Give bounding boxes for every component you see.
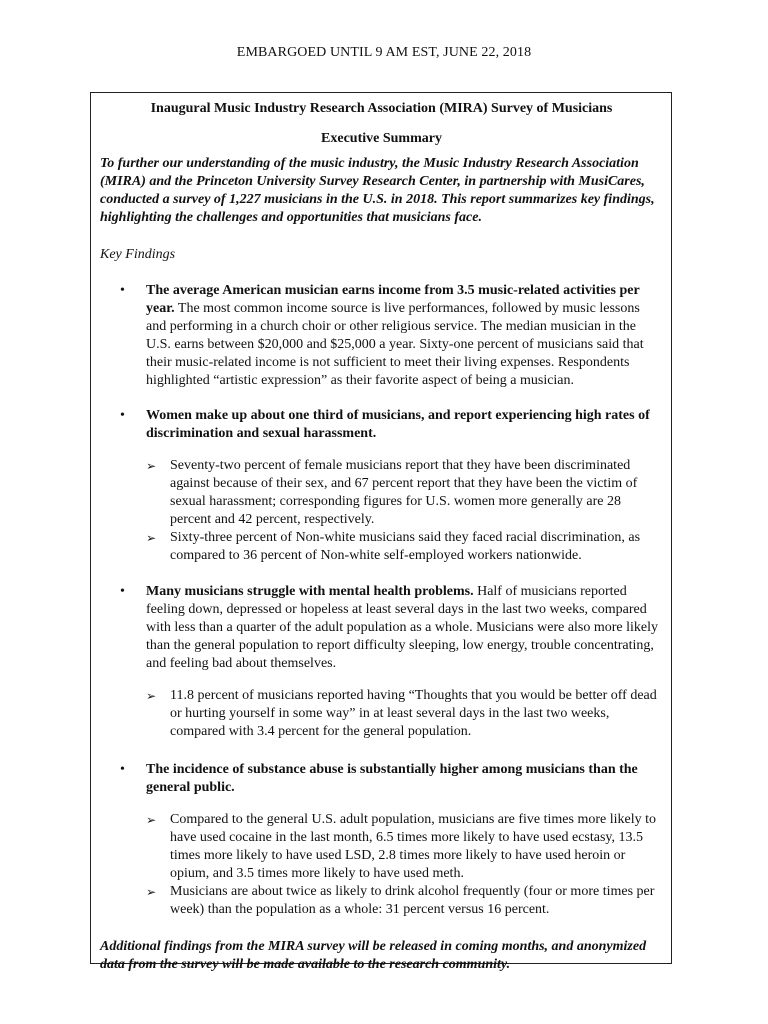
subpoint-item [100,687,663,741]
arrow-bullet-icon: ➢ [146,531,157,545]
subpoint-list [100,457,663,565]
bullet-icon: • [120,584,125,599]
subpoint-text: Sixty-three percent of Non-white musicians said they faced racial discrimination, as compared to 36 percent of Non-white self-employed workers nationwide. [170,530,641,563]
document-subtitle: Executive Summary [321,131,442,146]
embargo-notice: EMBARGOED UNTIL 9 AM EST, JUNE 22, 2018 [236,45,532,60]
finding-item [100,407,663,443]
arrow-bullet-icon: ➢ [146,885,157,899]
finding-headline: Many musicians struggle with mental health problems. [146,584,474,599]
subpoint-list [100,687,663,741]
subpoint-text: Compared to the general U.S. adult population, musicians are five times more likely to have used cocaine in the last month, 6.5 times more likely to have used ecstasy, 13.5 times more likely to have used LSD, 2.8 times more likely to have used heroin or opium, and 3.5 times more likely to have used meth. [170,812,656,881]
finding-headline: The average American musician earns income from 3.5 music-related activities per year. [146,283,640,316]
document-title: Inaugural Music Industry Research Association (MIRA) Survey of Musicians [150,101,613,116]
finding-headline: Women make up about one third of musicians, and report experiencing high rates of discrimination and sexual harassment. [146,408,650,441]
bullet-icon: • [120,283,125,298]
subpoint-text: Musicians are about twice as likely to drink alcohol frequently (four or more times per week) than the population as a whole: 31 percent versus 16 percent. [170,884,655,917]
bullet-icon: • [120,408,125,423]
finding-text: The most common income source is live performances, followed by music lessons and performing in a church choir or other religious service. The median musician in the U.S. earns between $20,000 and $25,000 a year. Sixty-one percent of musicians said that their music-related income is not sufficient to meet their living expenses. Respondents highlighted “artistic expression” as their favorite aspect of being a musician. [146,301,644,388]
arrow-bullet-icon: ➢ [146,459,157,473]
subpoint-item [100,811,663,883]
closing-paragraph: Additional findings from the MIRA survey will be released in coming months, and anonymized data from the survey will be made available to the research community. [100,939,647,972]
executive-summary-box [90,92,672,972]
subpoint-item [100,529,663,565]
bullet-icon: • [120,762,125,777]
subpoint-text: 11.8 percent of musicians reported having “Thoughts that you would be better off dead or hurting yourself in some way” in at least several days in the last two weeks, compared with 3.4 percent for the general population. [170,688,657,739]
finding-headline: The incidence of substance abuse is substantially higher among musicians than the general public. [146,762,638,795]
finding-item [100,282,663,390]
arrow-bullet-icon: ➢ [146,689,157,703]
intro-paragraph: To further our understanding of the music industry, the Music Industry Research Association (MIRA) and the Princeton University Survey Research Center, in partnership with MusiCares, conducted a survey of 1,227 musicians in the U.S. in 2018. This report summarizes key findings, highlighting the challenges and opportunities that musicians face. [100,156,655,225]
finding-text: Half of musicians reported feeling down, depressed or hopeless at least several days in the last two weeks, compared with less than a quarter of the adult population as a whole. Musicians were also more likely than the general population to report difficulty sleeping, low energy, trouble concentrating, and feeling bad about themselves. [146,584,659,671]
finding-item [100,583,663,673]
subpoint-item [100,457,663,529]
finding-item [100,761,663,797]
subpoint-list [100,811,663,919]
arrow-bullet-icon: ➢ [146,813,157,827]
subpoint-item [100,883,663,919]
subpoint-text: Seventy-two percent of female musicians report that they have been discriminated against because of their sex, and 67 percent report that they have been the victim of sexual harassment; corresponding figures for U.S. women more generally are 28 percent and 42 percent, respectively. [170,458,638,527]
key-findings-heading: Key Findings [100,247,176,262]
